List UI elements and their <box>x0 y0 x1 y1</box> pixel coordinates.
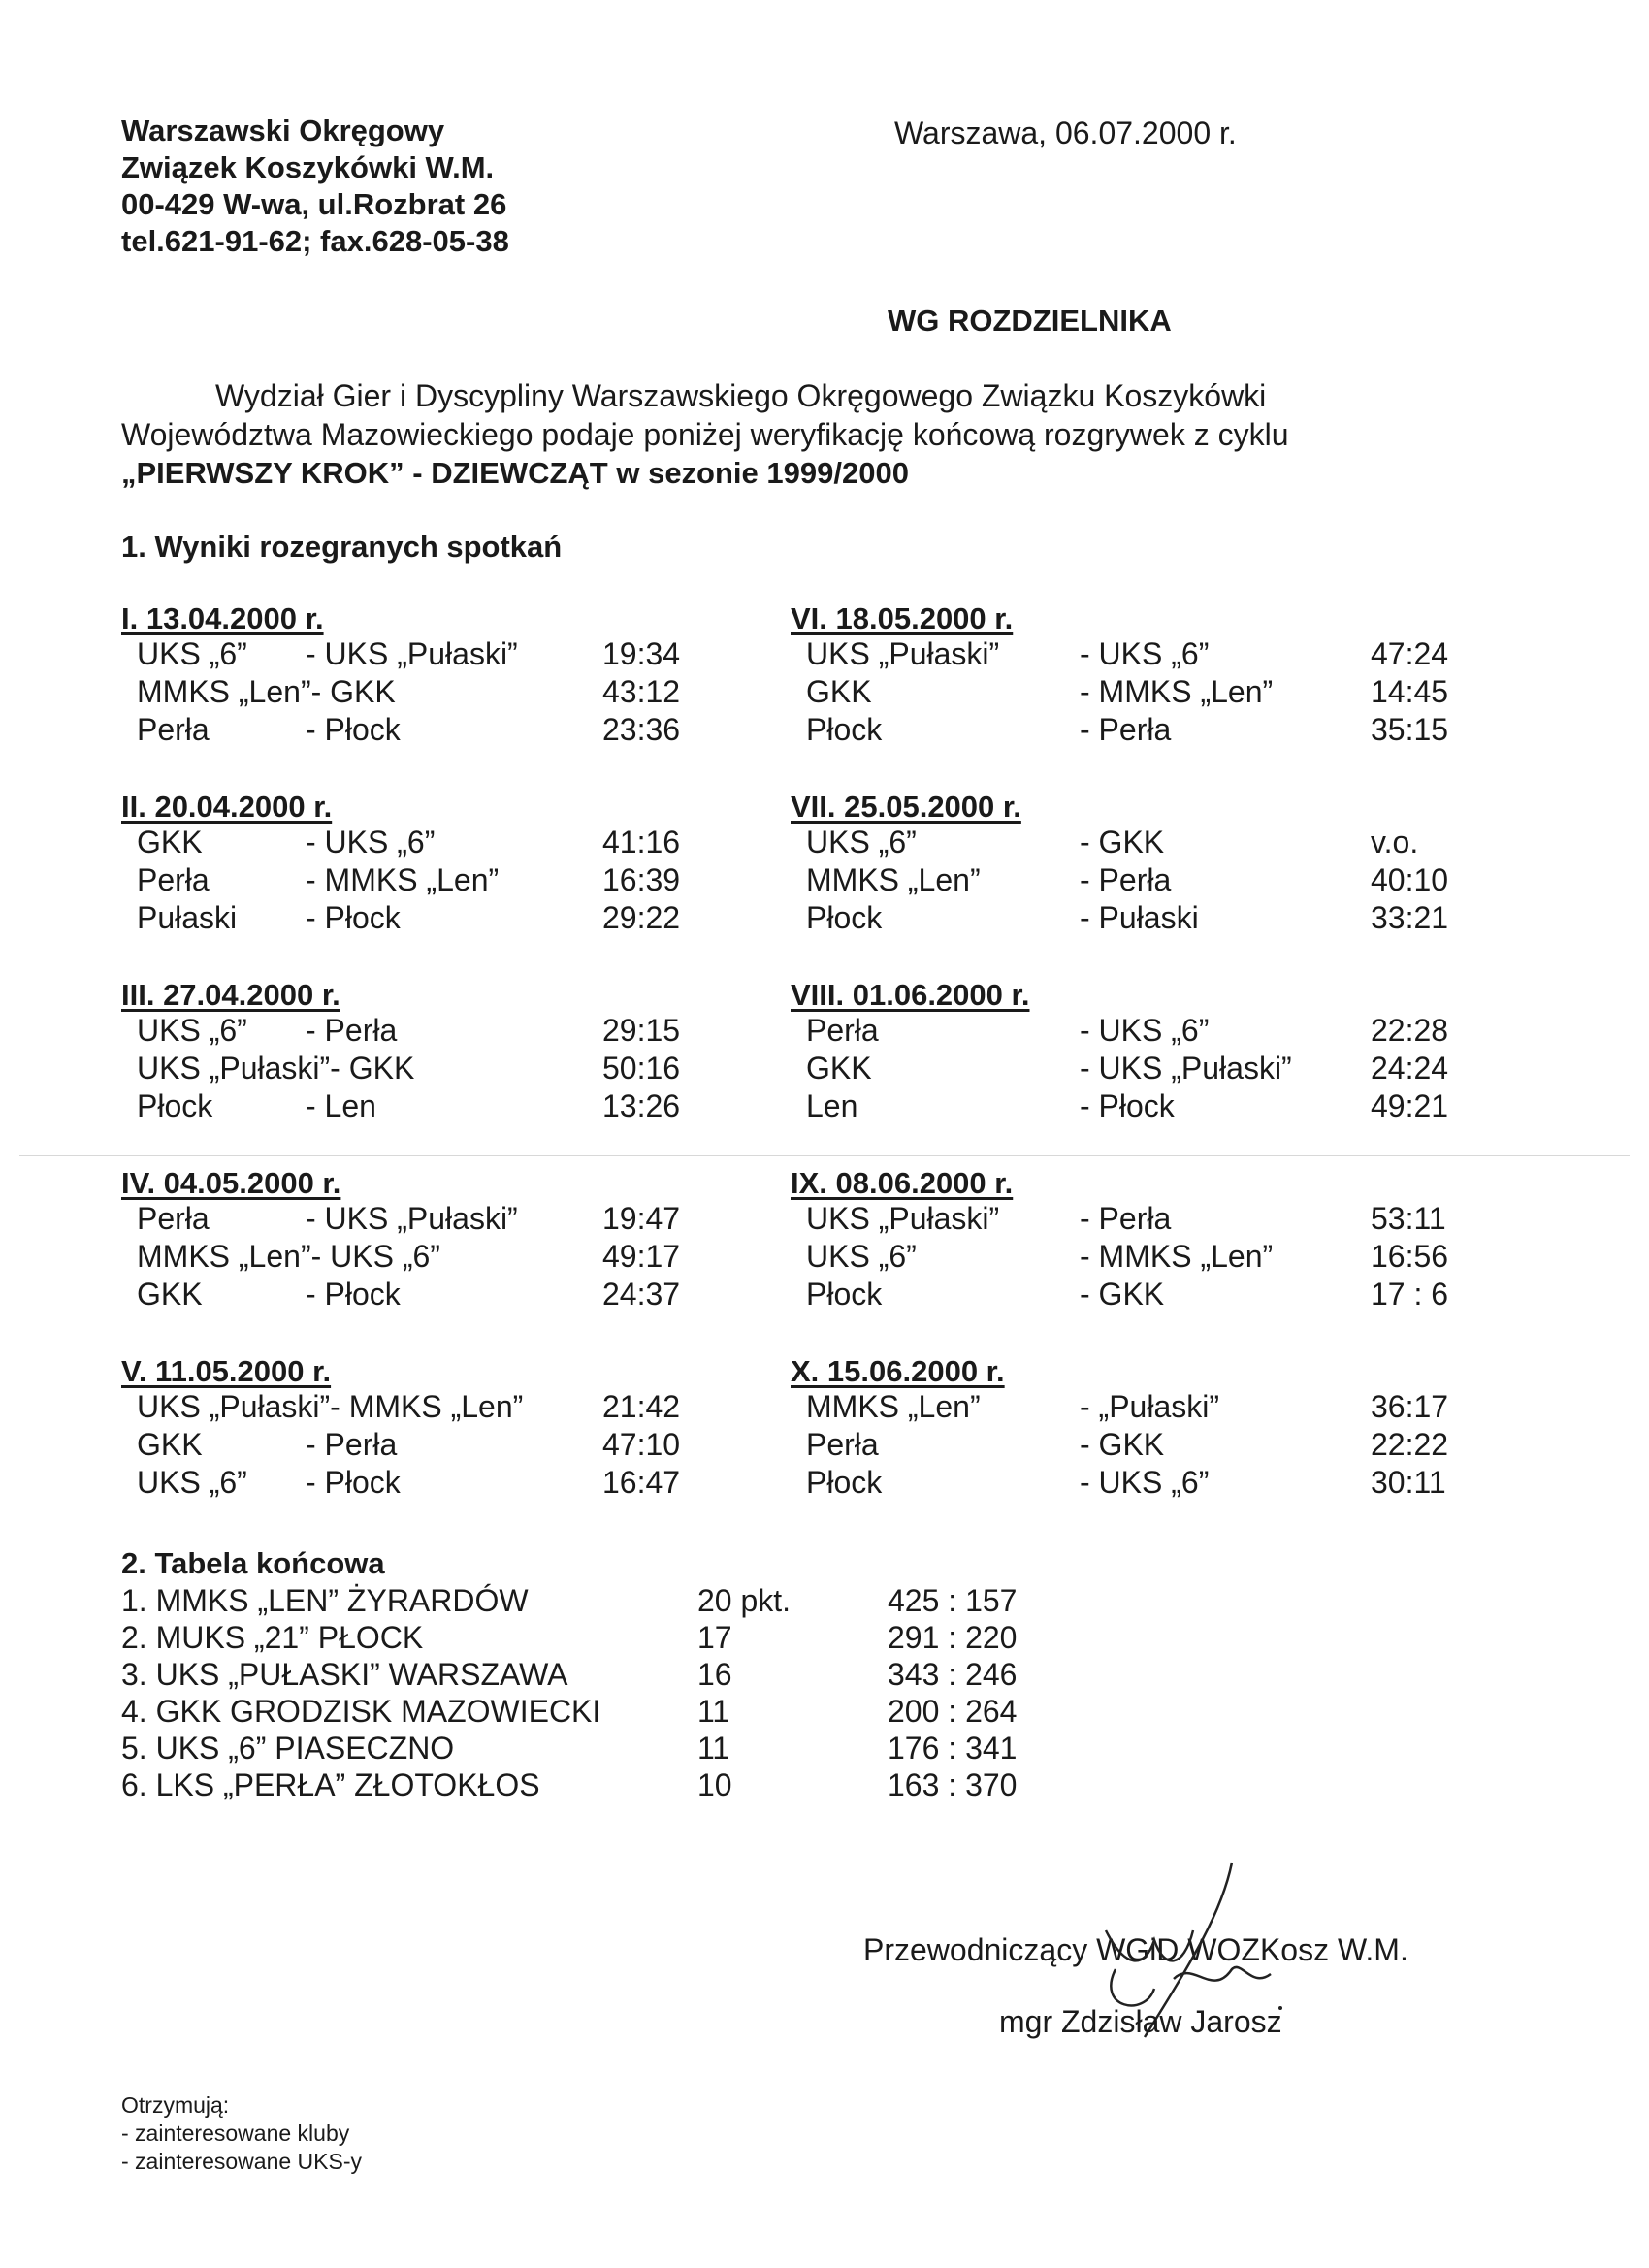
match-home: MMKS „Len” <box>806 1389 981 1424</box>
match-home: UKS „6” <box>806 1239 917 1274</box>
match-away: - GKK <box>1080 825 1165 859</box>
match-home: Perła <box>806 1427 879 1462</box>
match-row <box>121 1427 742 1466</box>
sender-address: 00-429 W-wa, ul.Rozbrat 26 <box>121 187 507 221</box>
match-score: 16:39 <box>602 862 681 897</box>
section1-title: 1. Wyniki rozegranych spotkań <box>121 530 563 564</box>
match-away: - MMKS „Len” <box>306 862 500 897</box>
match-home: GKK <box>137 825 203 859</box>
standings-row <box>121 1583 1072 1622</box>
match-home: UKS „6” <box>137 636 247 671</box>
match-home: GKK <box>137 1277 203 1312</box>
match-away: - MMKS „Len” <box>1080 1239 1274 1274</box>
sender-phone-fax: tel.621-91-62; fax.628-05-38 <box>121 224 509 258</box>
match-score: 21:42 <box>602 1389 681 1424</box>
match-away: - Płock <box>306 712 401 747</box>
match-away: - Płock <box>1080 1088 1175 1123</box>
standings-points: 11 <box>697 1694 730 1729</box>
match-away: - Perła <box>306 1013 398 1048</box>
match-home: Płock <box>806 1465 883 1500</box>
match-home: Płock <box>806 1277 883 1312</box>
match-row <box>121 1465 742 1504</box>
match-score: v.o. <box>1371 825 1419 859</box>
standings-points: 20 pkt. <box>697 1583 792 1618</box>
section2-title: 2. Tabela końcowa <box>121 1546 385 1580</box>
match-score: 14:45 <box>1371 674 1449 709</box>
signatory-name: mgr Zdzisław Jarosz <box>999 2004 1282 2039</box>
match-home: UKS „Pułaski”- MMKS „Len” <box>137 1389 524 1424</box>
match-score: 49:21 <box>1371 1088 1449 1123</box>
round-title: VII. 25.05.2000 r. <box>791 790 1021 824</box>
match-row <box>791 1465 1446 1504</box>
standings-points: 16 <box>697 1657 732 1692</box>
place-date: Warszawa, 06.07.2000 r. <box>894 115 1237 150</box>
match-row <box>791 674 1449 713</box>
rounds-left-column <box>121 601 800 1533</box>
match-home: Perła <box>137 1201 210 1236</box>
match-row <box>791 1427 1449 1466</box>
match-score: 50:16 <box>602 1051 681 1085</box>
match-row <box>121 1277 742 1315</box>
match-row <box>121 862 742 901</box>
match-away: - Płock <box>306 900 401 935</box>
match-home: UKS „Pułaski” <box>806 636 1000 671</box>
match-score: 19:34 <box>602 636 681 671</box>
match-home: GKK <box>806 674 872 709</box>
match-home: GKK <box>137 1427 203 1462</box>
match-score: 49:17 <box>602 1239 681 1274</box>
match-row <box>791 636 1449 675</box>
match-row <box>791 712 1449 751</box>
match-score: 23:36 <box>602 712 681 747</box>
match-away: - UKS „6” <box>1080 636 1210 671</box>
match-row <box>791 900 1449 939</box>
match-away: - Płock <box>306 1465 401 1500</box>
match-row <box>791 1201 1446 1240</box>
standings-table <box>121 1583 1091 1826</box>
match-home: MMKS „Len”- GKK <box>137 674 396 709</box>
match-score: 43:12 <box>602 674 681 709</box>
standings-row <box>121 1657 1072 1696</box>
match-score: 35:15 <box>1371 712 1449 747</box>
match-score: 47:24 <box>1371 636 1449 671</box>
standings-team: 2. MUKS „21” PŁOCK <box>121 1620 424 1655</box>
intro-line2: Województwa Mazowieckiego podaje poniżej weryfikację końcową rozgrywek z cyklu <box>121 417 1289 452</box>
match-away: - UKS „6” <box>306 825 436 859</box>
match-row <box>791 1389 1449 1428</box>
standings-row <box>121 1767 1072 1806</box>
match-home: Płock <box>137 1088 213 1123</box>
standings-goals: 176 : 341 <box>888 1731 1018 1766</box>
match-row <box>791 825 1419 863</box>
match-away: - Perła <box>1080 862 1172 897</box>
match-home: Perła <box>806 1013 879 1048</box>
standings-goals: 343 : 246 <box>888 1657 1018 1692</box>
standings-points: 10 <box>697 1767 732 1802</box>
match-score: 47:10 <box>602 1427 681 1462</box>
match-away: - UKS „Pułaski” <box>306 1201 518 1236</box>
match-row <box>121 900 742 939</box>
match-row <box>121 1051 742 1089</box>
match-row <box>791 1277 1449 1315</box>
standings-team: 5. UKS „6” PIASECZNO <box>121 1731 455 1766</box>
match-row <box>121 674 742 713</box>
match-away: - Płock <box>306 1277 401 1312</box>
match-row <box>121 636 742 675</box>
match-score: 16:56 <box>1371 1239 1449 1274</box>
match-row <box>121 1389 742 1428</box>
match-away: - Perła <box>306 1427 398 1462</box>
standings-goals: 425 : 157 <box>888 1583 1018 1618</box>
standings-points: 11 <box>697 1731 730 1766</box>
round-title: IV. 04.05.2000 r. <box>121 1166 341 1200</box>
match-score: 53:11 <box>1371 1201 1446 1236</box>
recipient-heading: WG ROZDZIELNIKA <box>888 304 1172 338</box>
intro-line3: „PIERWSZY KROK” - DZIEWCZĄT w sezonie 1999/2000 <box>121 456 909 490</box>
round-title: VI. 18.05.2000 r. <box>791 601 1014 635</box>
match-score: 30:11 <box>1371 1465 1446 1500</box>
match-home: UKS „6” <box>137 1465 247 1500</box>
match-away: - GKK <box>1080 1427 1165 1462</box>
round-title: V. 11.05.2000 r. <box>121 1354 332 1388</box>
match-score: 33:21 <box>1371 900 1449 935</box>
match-away: - UKS „6” <box>1080 1013 1210 1048</box>
rounds-right-column <box>791 601 1470 1533</box>
standings-team: 3. UKS „PUŁASKI” WARSZAWA <box>121 1657 568 1692</box>
standings-row <box>121 1731 1072 1769</box>
standings-goals: 291 : 220 <box>888 1620 1018 1655</box>
recipients-item-clubs: - zainteresowane kluby <box>121 2121 350 2146</box>
match-away: - UKS „6” <box>1080 1465 1210 1500</box>
match-row <box>791 1013 1449 1052</box>
match-row <box>121 1201 742 1240</box>
match-score: 24:37 <box>602 1277 681 1312</box>
match-home: UKS „Pułaski”- GKK <box>137 1051 415 1085</box>
match-away: - GKK <box>1080 1277 1165 1312</box>
match-home: MMKS „Len”- UKS „6” <box>137 1239 440 1274</box>
match-away: - Pułaski <box>1080 900 1199 935</box>
match-score: 19:47 <box>602 1201 681 1236</box>
match-score: 22:22 <box>1371 1427 1449 1462</box>
match-row <box>791 1088 1449 1127</box>
sender-name-line1: Warszawski Okręgowy <box>121 113 445 147</box>
recipients-item-uks: - zainteresowane UKS-y <box>121 2149 362 2174</box>
round-title: VIII. 01.06.2000 r. <box>791 978 1030 1012</box>
match-score: 16:47 <box>602 1465 681 1500</box>
match-away: - Perła <box>1080 712 1172 747</box>
match-home: Len <box>806 1088 858 1123</box>
standings-row <box>121 1694 1072 1733</box>
match-score: 41:16 <box>602 825 681 859</box>
standings-goals: 163 : 370 <box>888 1767 1018 1802</box>
match-home: Perła <box>137 712 210 747</box>
match-row <box>121 712 742 751</box>
match-away: - „Pułaski” <box>1080 1389 1220 1424</box>
round-title: IX. 08.06.2000 r. <box>791 1166 1014 1200</box>
match-home: UKS „6” <box>806 825 917 859</box>
recipients-label: Otrzymują: <box>121 2092 230 2118</box>
standings-team: 4. GKK GRODZISK MAZOWIECKI <box>121 1694 601 1729</box>
match-row <box>121 1088 742 1127</box>
standings-row <box>121 1620 1072 1659</box>
match-score: 29:22 <box>602 900 681 935</box>
standings-team: 1. MMKS „LEN” ŻYRARDÓW <box>121 1583 529 1618</box>
match-home: UKS „6” <box>137 1013 247 1048</box>
match-home: UKS „Pułaski” <box>806 1201 1000 1236</box>
standings-points: 17 <box>697 1620 732 1655</box>
match-score: 36:17 <box>1371 1389 1449 1424</box>
intro-line1: Wydział Gier i Dyscypliny Warszawskiego Okręgowego Związku Koszykówki <box>215 378 1267 413</box>
match-score: 40:10 <box>1371 862 1449 897</box>
match-row <box>791 862 1449 901</box>
match-home: Perła <box>137 862 210 897</box>
match-away: - Perła <box>1080 1201 1172 1236</box>
match-score: 17 : 6 <box>1371 1277 1449 1312</box>
match-away: - UKS „Pułaski” <box>1080 1051 1292 1085</box>
match-score: 24:24 <box>1371 1051 1449 1085</box>
match-home: Płock <box>806 900 883 935</box>
match-home: Pułaski <box>137 900 238 935</box>
match-away: - Len <box>306 1088 376 1123</box>
standings-team: 6. LKS „PERŁA” ZŁOTOKŁOS <box>121 1767 540 1802</box>
match-home: MMKS „Len” <box>806 862 981 897</box>
match-away: - MMKS „Len” <box>1080 674 1274 709</box>
match-score: 22:28 <box>1371 1013 1449 1048</box>
match-row <box>121 825 742 863</box>
match-row <box>791 1051 1449 1089</box>
round-title: I. 13.04.2000 r. <box>121 601 324 635</box>
round-title: III. 27.04.2000 r. <box>121 978 340 1012</box>
round-title: II. 20.04.2000 r. <box>121 790 333 824</box>
match-home: Płock <box>806 712 883 747</box>
match-away: - UKS „Pułaski” <box>306 636 518 671</box>
match-home: GKK <box>806 1051 872 1085</box>
match-row <box>121 1013 742 1052</box>
sender-name-line2: Związek Koszykówki W.M. <box>121 150 495 184</box>
match-row <box>791 1239 1449 1278</box>
signature-title: Przewodniczący WGiD WOZKosz W.M. <box>863 1932 1408 1967</box>
round-title: X. 15.06.2000 r. <box>791 1354 1005 1388</box>
standings-goals: 200 : 264 <box>888 1694 1018 1729</box>
match-row <box>121 1239 742 1278</box>
match-score: 29:15 <box>602 1013 681 1048</box>
match-score: 13:26 <box>602 1088 681 1123</box>
